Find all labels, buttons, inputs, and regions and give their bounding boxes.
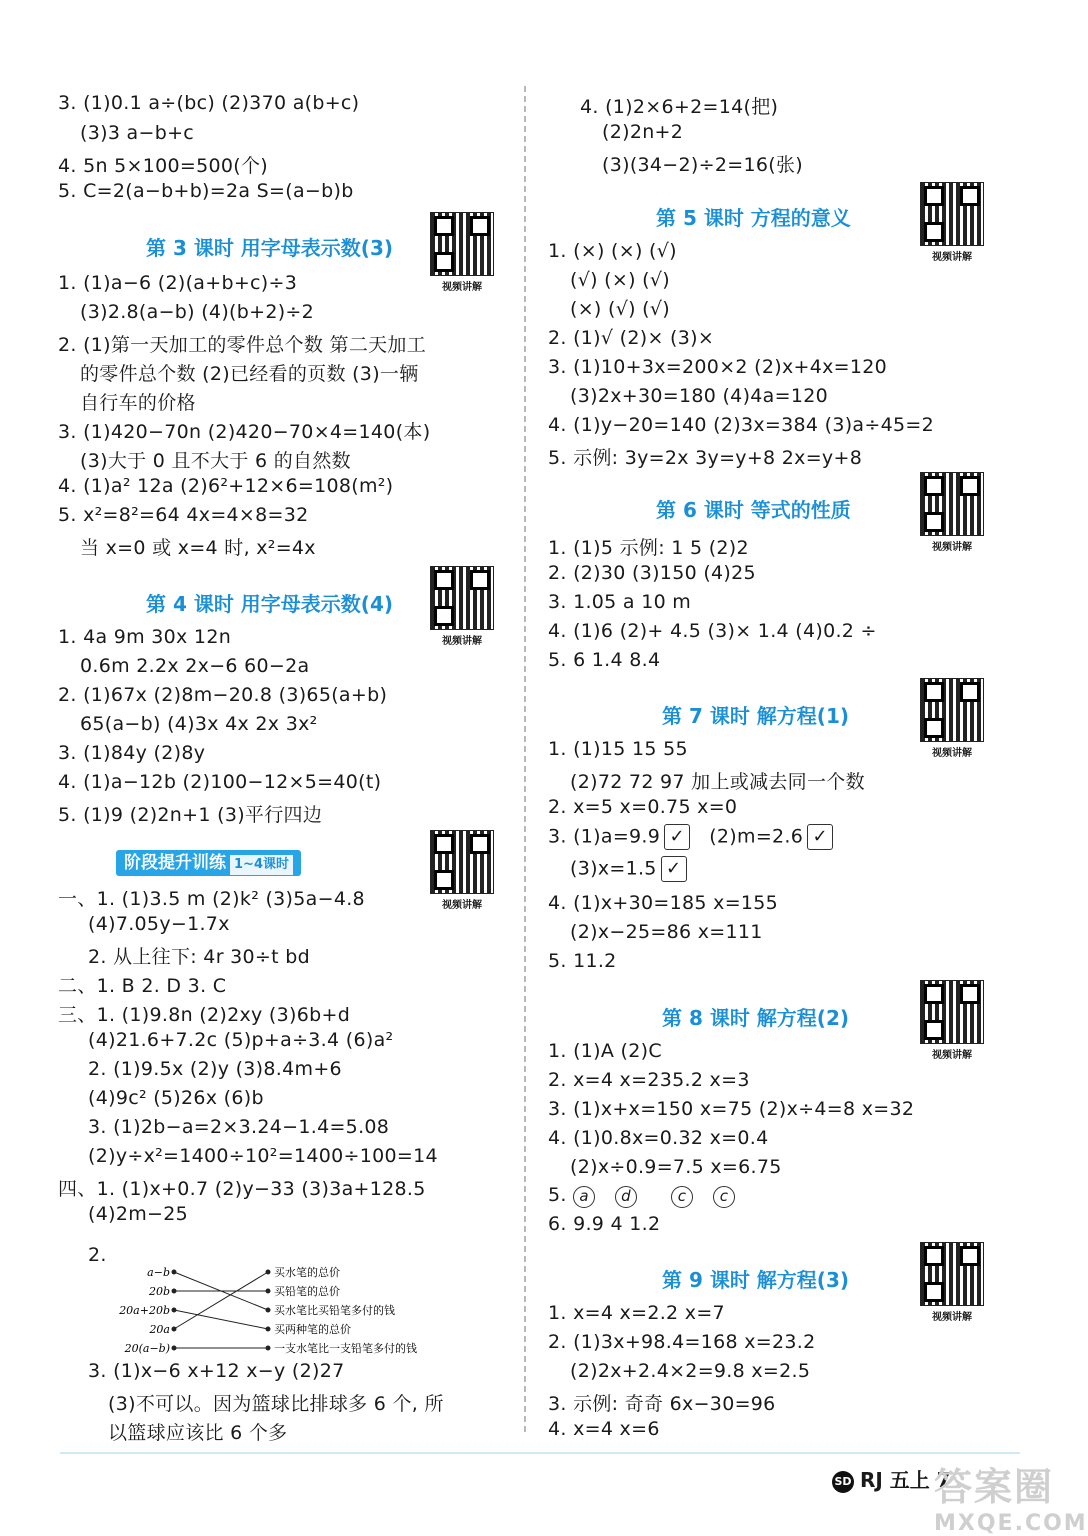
answer-line: 5. C=2(a−b+b)=2a S=(a−b)b	[58, 180, 354, 202]
answer-line: 65(a−b) (4)3x 4x 2x 3x²	[80, 713, 318, 735]
answer-line: (2)72 72 97 加上或减去同一个数	[570, 771, 865, 793]
match-left-label: 20a+20b	[119, 1304, 170, 1317]
qr-code-lesson-8[interactable]	[920, 980, 984, 1061]
circled-letter: a	[573, 1186, 595, 1208]
qr-code-lesson-4[interactable]	[430, 566, 494, 647]
match-left-label: 20b	[148, 1285, 170, 1298]
qr-caption: 视频讲解	[932, 1050, 972, 1061]
match-connector	[174, 1272, 268, 1329]
answer-line: (3)大于 0 且不大于 6 的自然数	[80, 450, 351, 472]
match-right-label: 一支水笔比一支铅笔多付的钱	[274, 1342, 417, 1355]
answer-text: 5.	[548, 1184, 567, 1206]
match-left-label: a−b	[147, 1266, 170, 1279]
answer-line: 5. 6 1.4 8.4	[548, 649, 661, 671]
answer-line: 四、1. (1)x+0.7 (2)y−33 (3)3a+128.5	[58, 1178, 426, 1200]
qr-caption: 视频讲解	[932, 748, 972, 759]
qr-caption: 视频讲解	[932, 1312, 972, 1323]
answer-line: 3. 示例: 奇奇 6x−30=96	[548, 1393, 776, 1415]
qr-code-lesson-6[interactable]	[920, 472, 984, 553]
answer-line: (2)x÷0.9=7.5 x=6.75	[570, 1156, 782, 1178]
answer-line: 3. (1)420−70n (2)420−70×4=140(本)	[58, 421, 431, 443]
answer-line: 4. (1)y−20=140 (2)3x=384 (3)a÷45=2	[548, 414, 934, 436]
qr-code-review[interactable]	[430, 830, 494, 911]
answer-line: 3. (1)10+3x=200×2 (2)x+4x=120	[548, 356, 888, 378]
answer-line: 2. (1)√ (2)× (3)×	[548, 327, 715, 349]
answer-line: (2)x−25=86 x=111	[570, 921, 763, 943]
matching-diagram	[119, 1262, 478, 1358]
answer-line: 6. 9.9 4 1.2	[548, 1213, 661, 1235]
answer-line: 3. (1)0.1 a÷(bc) (2)370 a(b+c)	[58, 92, 360, 114]
qr-code-icon	[920, 678, 984, 742]
answer-line: (2)2n+2	[602, 121, 684, 143]
answer-line: (2)2x+2.4×2=9.8 x=2.5	[570, 1360, 811, 1382]
answer-line: 4. (1)x+30=185 x=155	[548, 892, 779, 914]
answer-line: 2. 从上往下: 4r 30÷t bd	[88, 946, 310, 968]
match-left-label: 20a	[149, 1323, 170, 1336]
answer-line: 2.	[88, 1244, 107, 1266]
watermark-line1: 答案圈	[934, 1465, 1055, 1509]
answer-line: 3. (1)84y (2)8y	[58, 742, 206, 764]
answer-line: 4. (1)a−12b (2)100−12×5=40(t)	[58, 771, 382, 793]
section-title-lesson-6: 第 6 课时 等式的性质	[656, 498, 851, 522]
answer-line: 5. (1)9 (2)2n+1 (3)平行四边	[58, 804, 323, 826]
match-connector	[174, 1310, 268, 1329]
qr-code-lesson-3[interactable]	[430, 212, 494, 293]
answer-line: (×) (√) (√)	[570, 298, 670, 320]
answer-line: 2. (1)67x (2)8m−20.8 (3)65(a+b)	[58, 684, 388, 706]
answer-line: 4. (1)a² 12a (2)6²+12×6=108(m²)	[58, 475, 394, 497]
column-divider	[524, 86, 526, 1432]
answer-line: 1. (1)5 示例: 1 5 (2)2	[548, 537, 749, 559]
answer-line: 的零件总个数 (2)已经看的页数 (3)一辆	[80, 363, 419, 385]
answer-line: 1. 4a 9m 30x 12n	[58, 626, 232, 648]
answer-line: 三、1. (1)9.8n (2)2xy (3)6b+d	[58, 1004, 351, 1026]
match-right-label: 买铅笔的总价	[274, 1285, 340, 1298]
answer-line: (4)21.6+7.2c (5)p+a÷3.4 (6)a²	[88, 1029, 394, 1051]
answer-line: (3)不可以。因为篮球比排球多 6 个, 所	[108, 1393, 444, 1415]
qr-caption: 视频讲解	[932, 252, 972, 263]
review-badge-label: 阶段提升训练	[124, 853, 226, 873]
qr-code-icon	[920, 980, 984, 1044]
check-box-icon: ✓	[664, 824, 690, 850]
qr-caption: 视频讲解	[442, 900, 482, 911]
answer-line: 1. (1)a−6 (2)(a+b+c)÷3	[58, 272, 298, 294]
answer-line: 以篮球应该比 6 个多	[108, 1422, 288, 1444]
qr-code-lesson-5[interactable]	[920, 182, 984, 263]
answer-line: 4. 5n 5×100=500(个)	[58, 155, 269, 177]
answer-line: 3. (1)x−6 x+12 x−y (2)27	[88, 1360, 345, 1382]
answer-line: (3)2.8(a−b) (4)(b+2)÷2	[80, 301, 315, 323]
review-badge-sub: 1~4课时	[230, 855, 293, 875]
qr-code-icon	[920, 472, 984, 536]
answer-line: 2. (2)30 (3)150 (4)25	[548, 562, 756, 584]
check-box-icon: ✓	[807, 824, 833, 850]
answer-line: 1. (1)A (2)C	[548, 1040, 662, 1062]
answer-line: 3. (1)2b−a=2×3.24−1.4=5.08	[88, 1116, 390, 1138]
answer-line: 1. (1)15 15 55	[548, 738, 688, 760]
answer-line: (3)(34−2)÷2=16(张)	[602, 154, 803, 176]
circled-letter: d	[615, 1186, 637, 1208]
answer-line: 当 x=0 或 x=4 时, x²=4x	[80, 537, 316, 559]
section-title-lesson-3: 第 3 课时 用字母表示数(3)	[146, 236, 394, 260]
answer-line: 4. (1)2×6+2=14(把)	[580, 96, 779, 118]
section-title-lesson-7: 第 7 课时 解方程(1)	[662, 704, 850, 728]
answer-line: 3. (1)x+x=150 x=75 (2)x÷4=8 x=32	[548, 1098, 915, 1120]
qr-code-lesson-9[interactable]	[920, 1242, 984, 1323]
section-title-lesson-5: 第 5 课时 方程的意义	[656, 206, 851, 230]
footer-rule	[60, 1452, 1020, 1454]
qr-caption: 视频讲解	[442, 636, 482, 647]
answer-line: 2. (1)9.5x (2)y (3)8.4m+6	[88, 1058, 342, 1080]
answer-line: (4)2m−25	[88, 1203, 189, 1225]
section-title-lesson-8: 第 8 课时 解方程(2)	[662, 1006, 850, 1030]
answer-line: 3. 1.05 a 10 m	[548, 591, 692, 613]
answer-line: 0.6m 2.2x 2x−6 60−2a	[80, 655, 310, 677]
qr-code-icon	[920, 182, 984, 246]
answer-text: (2)m=2.6	[709, 825, 804, 848]
qr-caption: 视频讲解	[442, 282, 482, 293]
publisher-logo-icon: SD	[832, 1471, 854, 1493]
answer-line: 1. x=4 x=2.2 x=7	[548, 1302, 725, 1324]
qr-code-lesson-7[interactable]	[920, 678, 984, 759]
answer-line: 5. x²=8²=64 4x=4×8=32	[58, 504, 309, 526]
match-right-label: 买水笔的总价	[274, 1266, 340, 1279]
answer-line-with-checks	[548, 824, 833, 850]
circled-letter: c	[713, 1186, 735, 1208]
match-right-label: 买两种笔的总价	[274, 1323, 351, 1336]
answer-line: (2)y÷x²=1400÷10²=1400÷100=14	[88, 1145, 438, 1167]
match-left-label: 20(a−b)	[124, 1342, 170, 1355]
answer-line: 5. 11.2	[548, 950, 617, 972]
answer-line: 4. x=4 x=6	[548, 1418, 660, 1440]
answer-line: 5. 示例: 3y=2x 3y=y+8 2x=y+8	[548, 447, 863, 469]
answer-line: 自行车的价格	[80, 392, 196, 414]
answer-text: (3)x=1.5	[570, 857, 657, 880]
answer-line: (3)3 a−b+c	[80, 122, 195, 144]
answer-line: (3)2x+30=180 (4)4a=120	[570, 385, 828, 407]
section-title-lesson-9: 第 9 课时 解方程(3)	[662, 1268, 850, 1292]
watermark-line2: MXQE.COM	[934, 1511, 1088, 1536]
circled-letter: c	[671, 1186, 693, 1208]
answer-line: 一、1. (1)3.5 m (2)k² (3)5a−4.8	[58, 888, 365, 910]
page-number: RJ 五上 7	[860, 1468, 951, 1492]
answer-line: (√) (×) (√)	[570, 269, 670, 291]
qr-code-icon	[920, 1242, 984, 1306]
qr-code-icon	[430, 830, 494, 894]
answer-line-circles	[548, 1184, 755, 1208]
answer-line: (4)7.05y−1.7x	[88, 913, 230, 935]
answer-line: 4. (1)0.8x=0.32 x=0.4	[548, 1127, 769, 1149]
answer-line: 2. x=5 x=0.75 x=0	[548, 796, 738, 818]
watermark	[934, 1456, 1088, 1536]
answer-line: 2. (1)第一天加工的零件总个数 第二天加工	[58, 334, 427, 356]
answer-line: 2. x=4 x=235.2 x=3	[548, 1069, 750, 1091]
section-title-lesson-4: 第 4 课时 用字母表示数(4)	[146, 592, 394, 616]
qr-code-icon	[430, 566, 494, 630]
answer-line: 二、1. B 2. D 3. C	[58, 975, 227, 997]
check-box-icon: ✓	[661, 856, 687, 882]
answer-line-with-check	[570, 856, 687, 882]
review-badge	[116, 850, 301, 876]
answer-text: 3. (1)a=9.9	[548, 825, 661, 848]
qr-caption: 视频讲解	[932, 542, 972, 553]
answer-line: 4. (1)6 (2)+ 4.5 (3)× 1.4 (4)0.2 ÷	[548, 620, 877, 642]
page-footer	[832, 1464, 951, 1493]
answer-line: 1. (×) (×) (√)	[548, 240, 677, 262]
qr-code-icon	[430, 212, 494, 276]
match-right-label: 买水笔比买铅笔多付的钱	[274, 1304, 395, 1317]
answer-line: (4)9c² (5)26x (6)b	[88, 1087, 264, 1109]
answer-line: 2. (1)3x+98.4=168 x=23.2	[548, 1331, 816, 1353]
